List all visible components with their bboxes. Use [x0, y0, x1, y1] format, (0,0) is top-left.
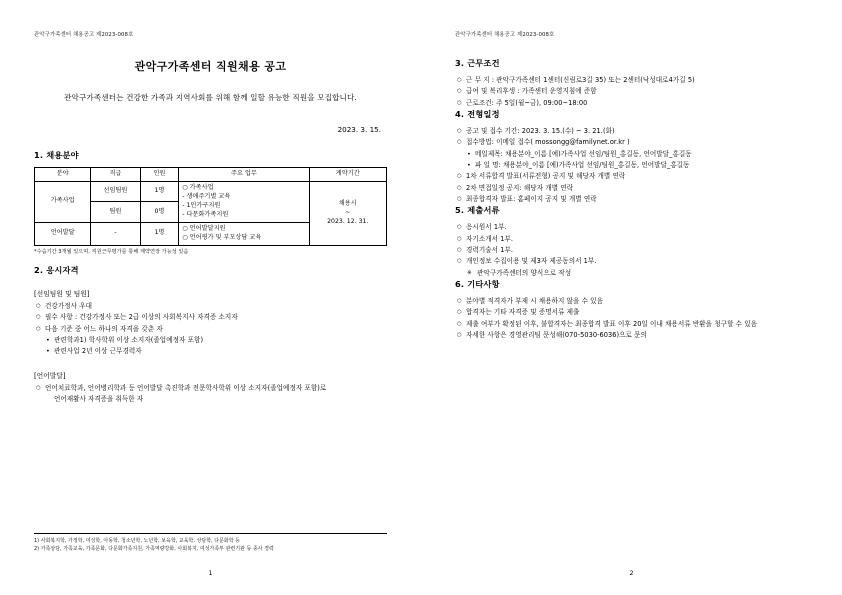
section-4-list [457, 126, 808, 205]
col-rank: 직급 [91, 168, 140, 182]
footnote-2: 2) 가족상담, 가족교육, 가족문화, 다문화가족지원, 가족역량강화, 사회복지, 여성가족부 관련기관 등 종사 경력 [34, 546, 274, 552]
table-note: *수습기간 3개월 있으며, 직원근무평가를 통해 계약연장 가능성 있음 [34, 248, 189, 255]
cell-duties-family [179, 181, 309, 222]
duty-item: ○ 언어평가 및 부모상담 교육 [182, 233, 262, 241]
duty-item: - 다문화가족지원 [182, 210, 229, 218]
section-2-title: 2. 응시자격 [34, 264, 79, 275]
page-2-header: 관악구가족센터 채용공고 제2023-008호 [455, 32, 555, 38]
list-item: ○ 공고 및 접수 기간: 2023. 3. 15.(수) ~ 3. 21.(화) [457, 126, 808, 137]
recruitment-table [34, 167, 387, 246]
col-duties: 주요 업무 [179, 168, 309, 182]
list-item: ○ 다음 기준 중 어느 하나의 자격을 갖춘 자 [36, 324, 387, 335]
section-6-title: 6. 기타사항 [455, 278, 500, 289]
cell-count-member: 0명 [140, 202, 179, 222]
cell-rank-member: 팀원 [91, 202, 140, 222]
cell-count-language: 1명 [140, 222, 179, 245]
duty-item: ○ 가족사업 [182, 183, 214, 191]
list-item: ※ 관악구가족센터의 양식으로 작성 [457, 268, 808, 279]
list-item: ○ 응시원서 1부. [457, 222, 808, 233]
list-item: ○ 자기소개서 1부. [457, 234, 808, 245]
footnote-1: 1) 사회복지학, 가정학, 여성학, 아동학, 청소년학, 노년학, 보육학, 교육학, 상담학, 다문화학 등 [34, 538, 240, 544]
page-2 [421, 0, 842, 595]
period-line-1: 채용시 [338, 199, 357, 207]
list-item: • 관련학과1) 학사학위 이상 소지자(졸업예정자 포함) [36, 335, 387, 346]
qualification-group-1-list [36, 301, 387, 358]
list-item: ○ 근로조건: 주 5일(월~금), 09:00~18:00 [457, 98, 808, 109]
table-row [35, 181, 387, 201]
list-item: ○ 분야별 적격자가 부재 시 채용하지 않을 수 있음 [457, 296, 808, 307]
list-item: ○ 최종합격자 발표: 홈페이지 공지 및 개별 연락 [457, 194, 808, 205]
qualification-group-2-continuation: 언어재활사 자격증을 취득한 자 [54, 394, 144, 403]
list-item: • 파 일 명: 채용분야_이름 [예)가족사업 선임/팀원_홍길동, 언어발달_홍길동 [457, 160, 808, 171]
list-item: ○ 합격자는 기타 자격증 및 증명서류 제출 [457, 307, 808, 318]
section-5-title: 5. 제출서류 [455, 205, 500, 216]
list-item: • 메일제목: 채용분야_이름 [예)가족사업 선임/팀원_홍길동, 언어발달_홍길동 [457, 149, 808, 160]
page-1-number: 1 [208, 569, 213, 577]
col-count: 인원 [140, 168, 179, 182]
cell-field-language: 언어발달 [35, 222, 91, 245]
period-line-2: ~ [345, 208, 351, 216]
col-field: 분야 [35, 168, 91, 182]
qualification-group-2-label: [언어발달] [34, 371, 66, 380]
cell-duties-language [179, 222, 309, 245]
list-item: ○ 접수방법: 이메일 접수( mossongg@familynet.or.kr ) [457, 137, 808, 148]
page-1-header: 관악구가족센터 채용공고 제2023-008호 [34, 32, 134, 38]
duty-item: - 1인가구지원 [182, 201, 221, 209]
col-period: 계약기간 [309, 168, 386, 182]
list-item: ○ 경력기술서 1부. [457, 245, 808, 256]
cell-count-senior: 1명 [140, 181, 179, 201]
page-2-number: 2 [629, 569, 634, 577]
cell-rank-language: - [91, 222, 140, 245]
section-6-list [457, 296, 808, 341]
page-title: 관악구가족센터 직원채용 공고 [134, 60, 287, 73]
publish-date: 2023. 3. 15. [337, 125, 381, 134]
section-3-title: 3. 근무조건 [455, 58, 500, 68]
list-item: ○ 제출 여부가 확정된 이후, 불합격자는 최종합격 발표 이후 20일 이내 채용서류 반환을 청구할 수 있음 [457, 319, 808, 330]
list-item: • 관련사업 2년 이상 근무경력자 [36, 346, 387, 357]
duty-item: ○ 언어발달지원 [182, 224, 226, 232]
section-1-title: 1. 채용분야 [34, 150, 79, 160]
lead-paragraph: 관악구가족센터는 건강한 가족과 지역사회를 위해 함께 일할 유능한 직원을 모집합니다. [64, 93, 357, 102]
table-header-row [35, 168, 387, 182]
list-item: ○ 자세한 사항은 경영관리팀 문성해(070-5030-6036)으로 문의 [457, 330, 808, 341]
list-item: ○ 2차 면접일정 공지: 해당자 개별 연락 [457, 183, 808, 194]
qualification-group-2-list [36, 383, 387, 394]
cell-field-family: 가족사업 [35, 181, 91, 222]
list-item: ○ 언어치료학과, 언어병리학과 등 언어발달 촉진학과 전문학사학위 이상 소지자(졸업예정자 포함)로 [36, 383, 387, 394]
qualification-group-1-label: [선임팀원 및 팀원] [34, 289, 90, 298]
list-item: ○ 개인정보 수집이용 및 제3자 제공동의서 1부. [457, 256, 808, 267]
section-5-list [457, 222, 808, 279]
duty-item: - 생애주기별 교육 [182, 192, 231, 200]
period-line-3: 2023. 12. 31. [327, 217, 369, 225]
section-4-title: 4. 전형일정 [455, 108, 500, 119]
section-3-list [457, 75, 808, 109]
list-item: ○ 1차 서류합격 발표(서류전형) 공지 및 해당자 개별 연락 [457, 171, 808, 182]
list-item: ○ 급여 및 복리후생 : 가족센터 운영지침에 준함 [457, 86, 808, 97]
footnotes [34, 533, 387, 553]
list-item: ○ 필수 사항 : 건강가정사 또는 2급 이상의 사회복지사 자격증 소지자 [36, 312, 387, 323]
cell-contract-period [309, 181, 386, 245]
list-item: ○ 근 무 지 : 관악구가족센터 1센터(신림로3길 35) 또는 2센터(낙성대로4가길 5) [457, 75, 808, 86]
cell-rank-senior: 선임팀원 [91, 181, 140, 201]
list-item: ○ 건강가정사 우대 [36, 301, 387, 312]
